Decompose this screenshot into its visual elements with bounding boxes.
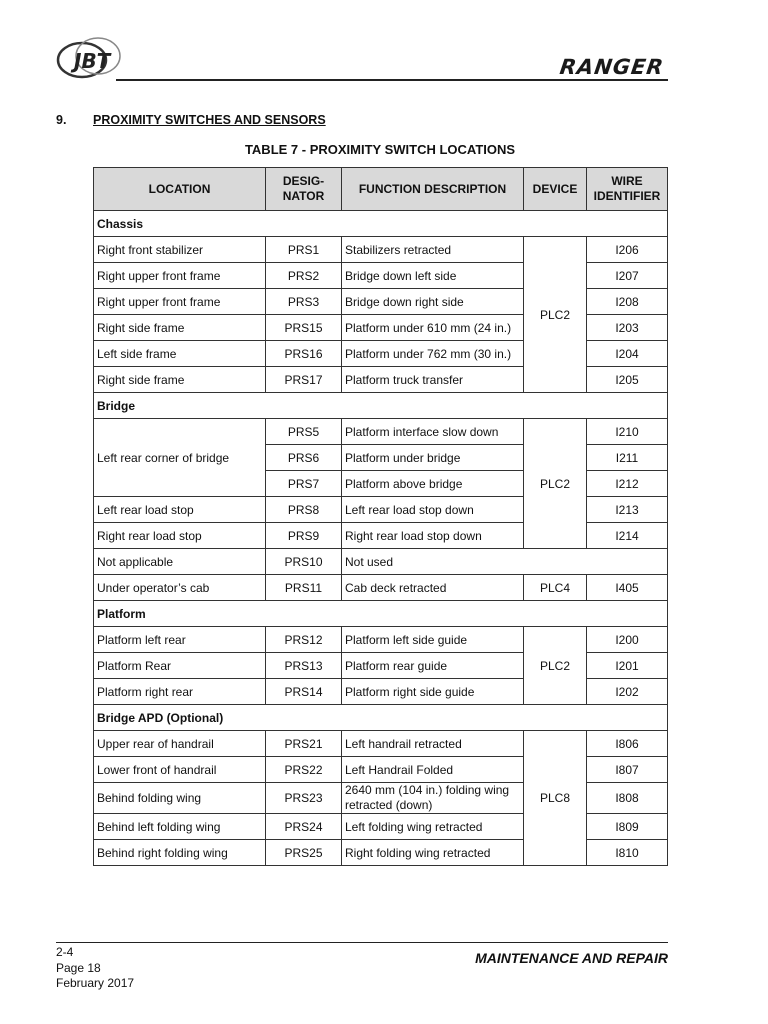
table-cell: Right side frame <box>94 367 266 393</box>
page-number: Page 18 <box>56 960 101 975</box>
table-cell: Left rear corner of bridge <box>94 419 266 497</box>
table-cell: PRS16 <box>266 341 342 367</box>
table-cell: Right rear load stop down <box>342 523 524 549</box>
table-cell: Bridge <box>94 393 668 419</box>
table-cell: PRS21 <box>266 731 342 757</box>
table-cell: Platform under 610 mm (24 in.) <box>342 315 524 341</box>
table-cell: Platform above bridge <box>342 471 524 497</box>
device-cell: PLC8 <box>524 731 587 866</box>
table-cell: Lower front of handrail <box>94 757 266 783</box>
table-cell: I405 <box>587 575 668 601</box>
header-text: WIRE <box>611 174 643 188</box>
logo-text: JBT <box>74 49 111 73</box>
table-cell: Bridge down left side <box>342 263 524 289</box>
table-cell: PRS5 <box>266 419 342 445</box>
table-cell: I200 <box>587 627 668 653</box>
table-cell: Platform left side guide <box>342 627 524 653</box>
group-row-bridge <box>94 393 668 419</box>
table-cell: PRS7 <box>266 471 342 497</box>
table-cell: I212 <box>587 471 668 497</box>
table-cell: PRS2 <box>266 263 342 289</box>
group-row-chassis <box>94 211 668 237</box>
table-cell: I806 <box>587 731 668 757</box>
device-cell: PLC2 <box>524 237 587 393</box>
table-cell: PRS9 <box>266 523 342 549</box>
table-title: TABLE 7 - PROXIMITY SWITCH LOCATIONS <box>244 142 516 157</box>
table-cell: I808 <box>587 783 668 814</box>
header-designator <box>266 168 342 211</box>
table-cell: I206 <box>587 237 668 263</box>
table-cell: PRS10 <box>266 549 342 575</box>
table-cell: Chassis <box>94 211 668 237</box>
table-cell: I203 <box>587 315 668 341</box>
table-row <box>94 237 668 263</box>
table-cell: PRS24 <box>266 814 342 840</box>
table-row <box>94 575 668 601</box>
table-cell: Right rear load stop <box>94 523 266 549</box>
table-cell: Left Handrail Folded <box>342 757 524 783</box>
table-cell: PRS15 <box>266 315 342 341</box>
footer-rule <box>56 942 668 943</box>
table-cell: Upper rear of handrail <box>94 731 266 757</box>
table-row <box>94 627 668 653</box>
table-cell: PRS25 <box>266 840 342 866</box>
table-cell: Right upper front frame <box>94 289 266 315</box>
table-cell: 2640 mm (104 in.) folding wing retracted (down) <box>342 783 524 814</box>
chapter-title: MAINTENANCE AND REPAIR <box>475 950 668 966</box>
table-cell: PRS11 <box>266 575 342 601</box>
proximity-switch-table <box>93 167 668 866</box>
table-cell: Behind left folding wing <box>94 814 266 840</box>
table-cell: I201 <box>587 653 668 679</box>
table-row <box>94 419 668 445</box>
table-cell: Left side frame <box>94 341 266 367</box>
table-cell: Bridge down right side <box>342 289 524 315</box>
device-cell: PLC2 <box>524 627 587 705</box>
table-cell: I207 <box>587 263 668 289</box>
table-cell: Platform under 762 mm (30 in.) <box>342 341 524 367</box>
table-cell: I214 <box>587 523 668 549</box>
table-cell: I210 <box>587 419 668 445</box>
table-row <box>94 731 668 757</box>
group-row-bridge-apd <box>94 705 668 731</box>
table-cell: I810 <box>587 840 668 866</box>
table-cell: PRS17 <box>266 367 342 393</box>
table-cell: Platform rear guide <box>342 653 524 679</box>
header-wire <box>587 168 668 211</box>
table-cell: Bridge APD (Optional) <box>94 705 668 731</box>
header-function: FUNCTION DESCRIPTION <box>342 168 524 211</box>
table-cell: I211 <box>587 445 668 471</box>
table-row <box>94 549 668 575</box>
table-cell: Right front stabilizer <box>94 237 266 263</box>
table-cell: Platform Rear <box>94 653 266 679</box>
header-text: DESIG- <box>282 174 325 188</box>
table-cell: PRS1 <box>266 237 342 263</box>
header-location: LOCATION <box>94 168 266 211</box>
table-cell: Platform right side guide <box>342 679 524 705</box>
table-cell: Not applicable <box>94 549 266 575</box>
table-cell: PRS3 <box>266 289 342 315</box>
header-text: NATOR <box>282 189 325 203</box>
table-cell: Platform under bridge <box>342 445 524 471</box>
table-cell: Not used <box>342 549 668 575</box>
table-cell: Right folding wing retracted <box>342 840 524 866</box>
table-cell: Under operator’s cab <box>94 575 266 601</box>
brand-name: RANGER <box>558 55 666 79</box>
table-cell: Left handrail retracted <box>342 731 524 757</box>
table-cell: I202 <box>587 679 668 705</box>
section-title: PROXIMITY SWITCHES AND SENSORS <box>93 113 326 127</box>
table-cell: PRS12 <box>266 627 342 653</box>
header-device: DEVICE <box>524 168 587 211</box>
table-cell: Cab deck retracted <box>342 575 524 601</box>
table-cell: I807 <box>587 757 668 783</box>
table-cell: I204 <box>587 341 668 367</box>
publication-date: February 2017 <box>56 976 135 990</box>
table-cell: PRS6 <box>266 445 342 471</box>
table-cell: I205 <box>587 367 668 393</box>
table-cell: Platform truck transfer <box>342 367 524 393</box>
table-cell: Right side frame <box>94 315 266 341</box>
section-number: 9. <box>56 113 67 127</box>
footer-page-info <box>56 945 134 992</box>
table-cell: Right upper front frame <box>94 263 266 289</box>
table-cell: Left folding wing retracted <box>342 814 524 840</box>
table-cell: Behind folding wing <box>94 783 266 814</box>
table-cell: I208 <box>587 289 668 315</box>
jbt-logo <box>52 34 132 82</box>
page-ref: 2-4 <box>56 945 74 959</box>
table-cell: Platform left rear <box>94 627 266 653</box>
table-cell: PRS22 <box>266 757 342 783</box>
table-cell: Platform interface slow down <box>342 419 524 445</box>
table-cell: Stabilizers retracted <box>342 237 524 263</box>
table-cell: Behind right folding wing <box>94 840 266 866</box>
table-cell: Platform <box>94 601 668 627</box>
header-text: IDENTIFIER <box>593 189 661 203</box>
header-rule <box>116 79 668 81</box>
table-cell: PRS23 <box>266 783 342 814</box>
table-cell: PRS13 <box>266 653 342 679</box>
group-row-platform <box>94 601 668 627</box>
table-cell: I213 <box>587 497 668 523</box>
device-cell: PLC4 <box>524 575 587 601</box>
table-cell: I809 <box>587 814 668 840</box>
table-header-row <box>94 168 668 211</box>
device-cell: PLC2 <box>524 419 587 549</box>
table-cell: Platform right rear <box>94 679 266 705</box>
table-cell: PRS8 <box>266 497 342 523</box>
table-cell: Left rear load stop <box>94 497 266 523</box>
table-cell: PRS14 <box>266 679 342 705</box>
table-cell: Left rear load stop down <box>342 497 524 523</box>
